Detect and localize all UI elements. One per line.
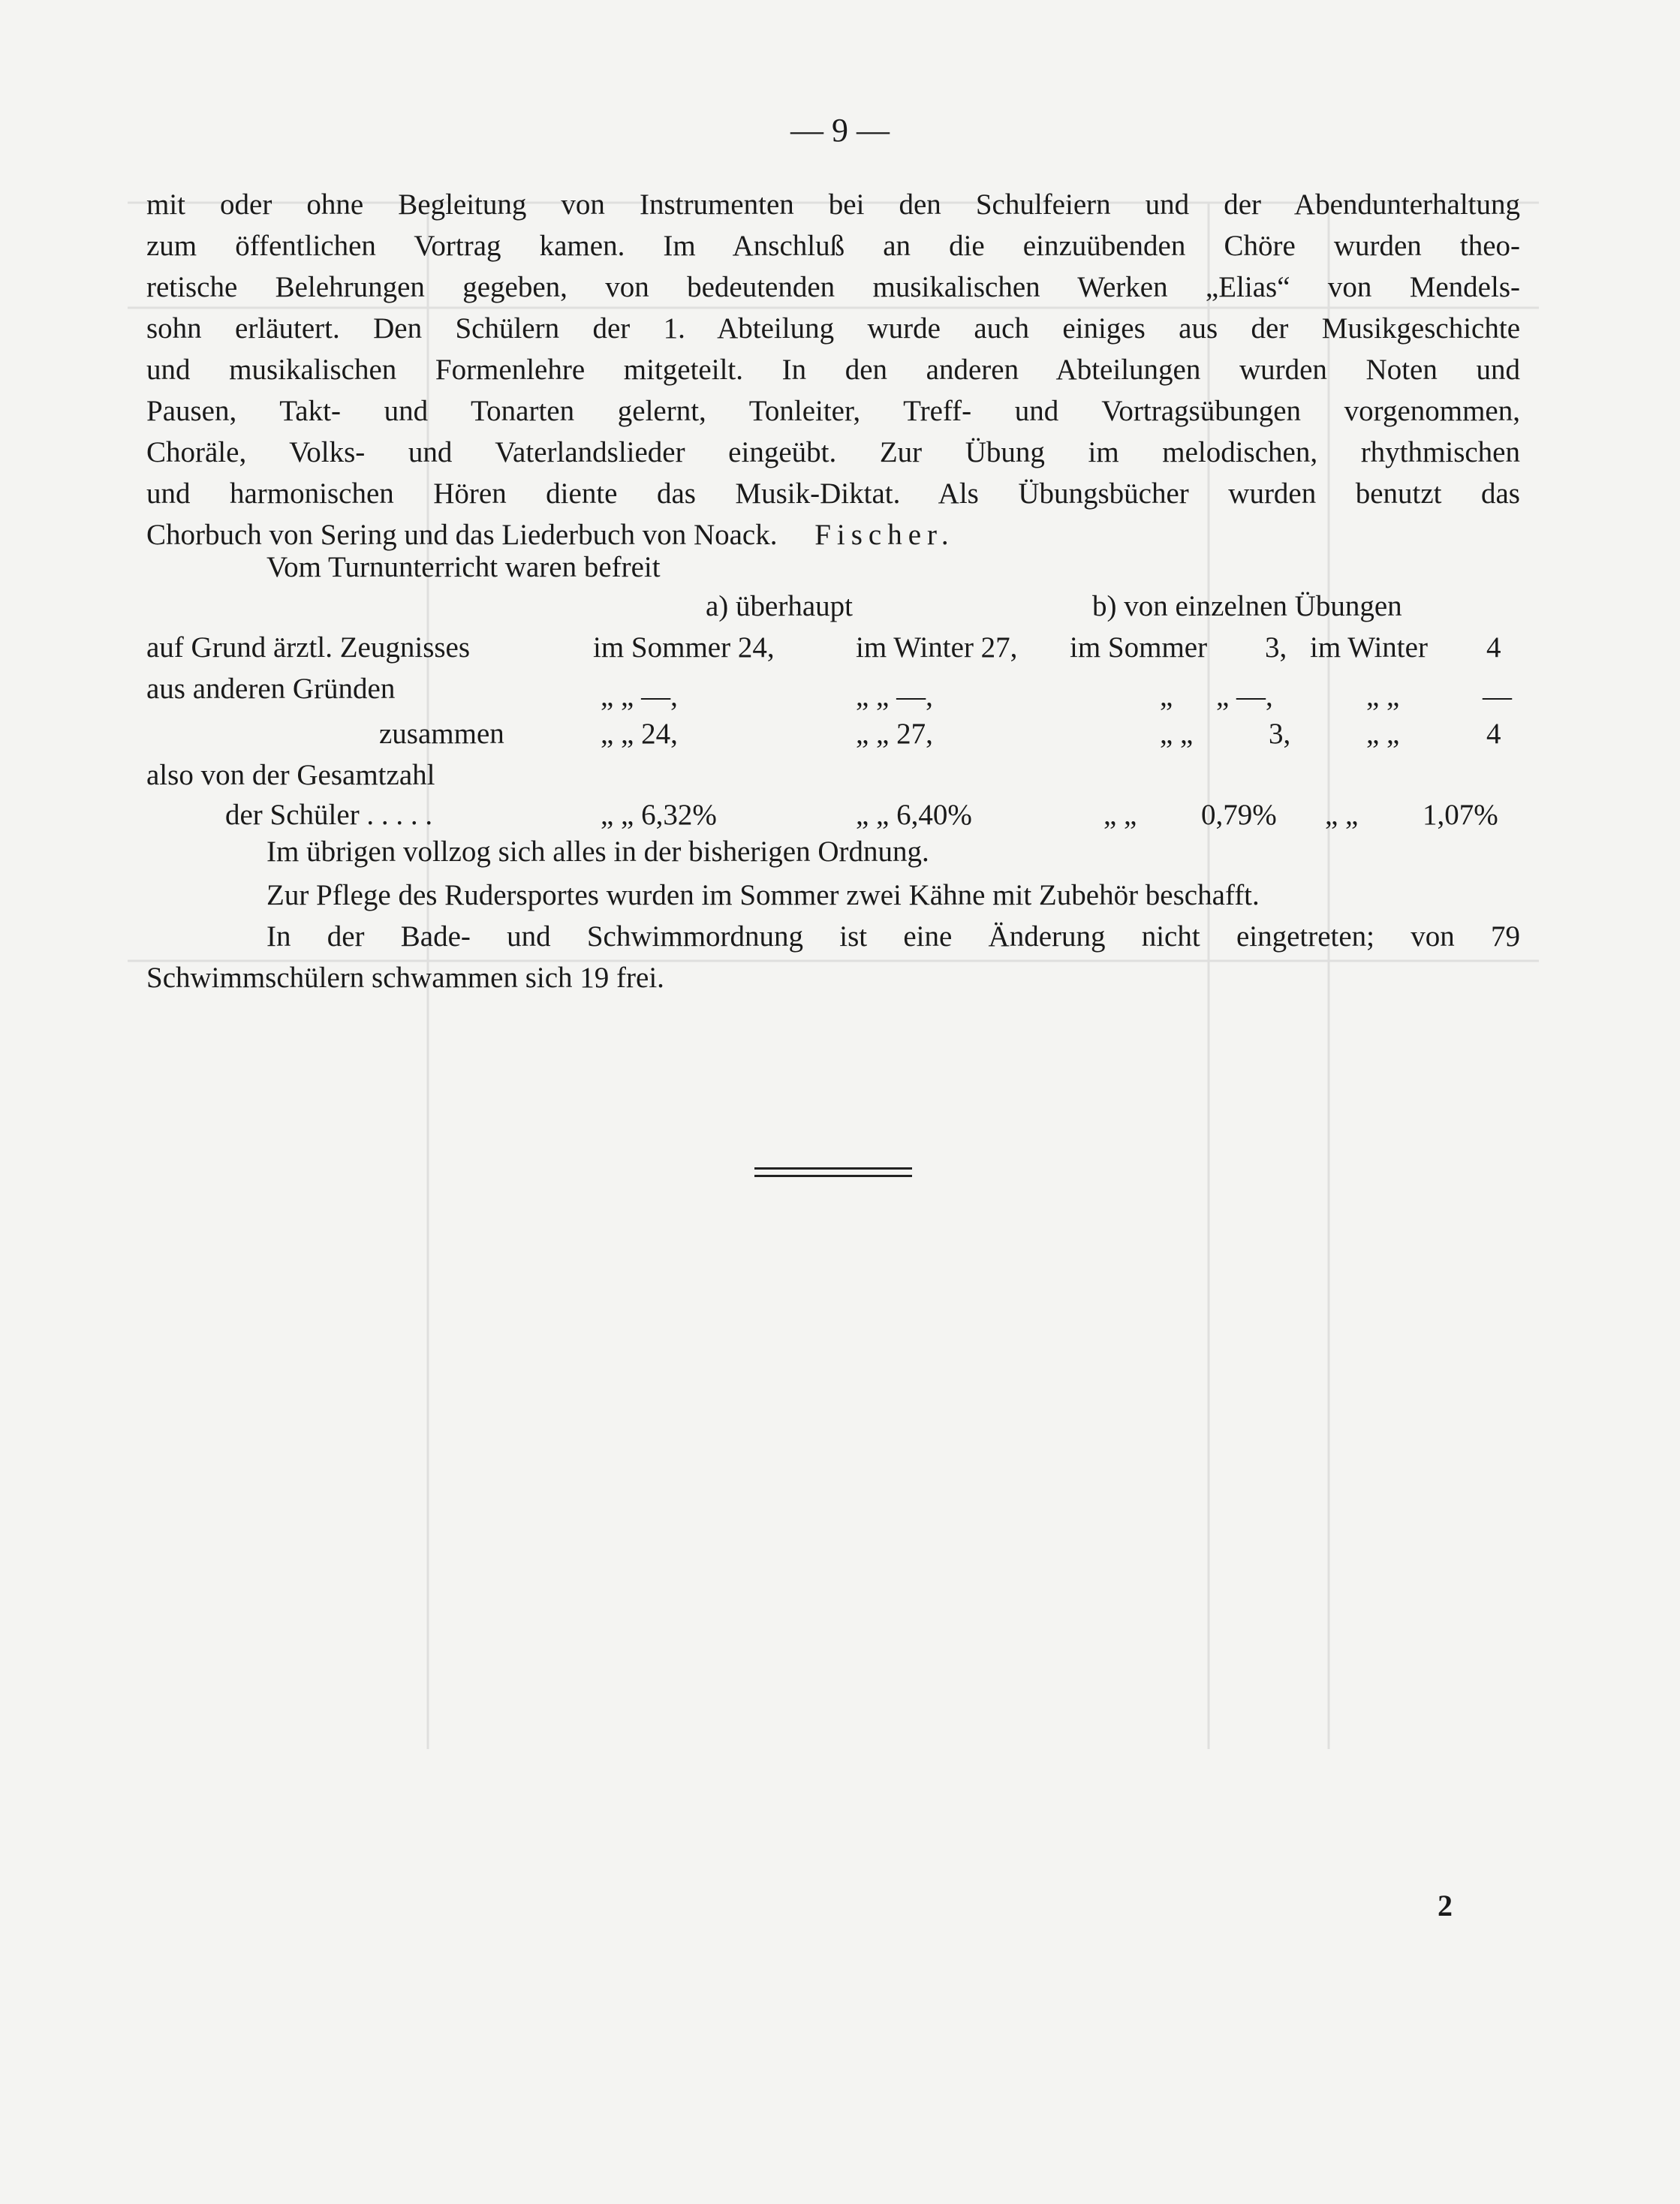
row-label-medical: auf Grund ärztl. Zeugnisses [146, 631, 471, 664]
cell-summer-b-pct: 0,79% [1201, 799, 1277, 831]
author-signature: Fischer. [814, 519, 955, 551]
cell-summer-b-label: „ „ [1103, 799, 1137, 831]
text-line: retische Belehrungen gegeben, von bedeutenden musikalischen Werken „Elias“ von Mendels- [146, 271, 1520, 303]
row-label-other: aus anderen Gründen [146, 673, 396, 705]
text-line: und musikalischen Formenlehre mitgeteilt. In den anderen Abteilungen wurden Noten und [146, 354, 1520, 386]
page-number: — 9 — [790, 112, 890, 149]
music-paragraph [146, 184, 1520, 556]
cell-winter-b: — [1483, 680, 1512, 712]
column-a-header: a) überhaupt [706, 590, 853, 622]
cell-summer-b: „ —, [1216, 680, 1273, 712]
cell-winter-a: „ „ —, [856, 680, 933, 712]
cell-summer-a: im Sommer 24, [593, 631, 775, 664]
cell-summer-b-label: „ „ [1160, 718, 1194, 750]
cell-summer-a: „ „ —, [601, 680, 678, 712]
cell-summer-a-pct: „ „ 6,32% [601, 799, 717, 831]
cell-summer-b: 3, [1265, 631, 1287, 664]
text-line: Choräle, Volks- und Vaterlandslieder eingeübt. Zur Übung im melodischen, rhythmischen [146, 436, 1520, 468]
cell-winter-a-pct: „ „ 6,40% [856, 799, 972, 831]
text-line: zum öffentlichen Vortrag kamen. Im Anschluß an die einzuübenden Chöre wurden theo- [146, 230, 1520, 262]
cell-winter-b: 4 [1486, 718, 1501, 750]
cell-summer-a: „ „ 24, [601, 718, 678, 750]
cell-summer-b-label: „ [1160, 680, 1173, 712]
cell-winter-a: im Winter 27, [856, 631, 1018, 664]
text-line: mit oder ohne Begleitung von Instrumenten bei den Schulfeiern und der Abendunterhaltung [146, 188, 1520, 221]
text-line: und harmonischen Hören diente das Musik-Diktat. Als Übungsbücher wurden benutzt das [146, 477, 1520, 510]
cell-summer-b-label: im Sommer [1070, 631, 1208, 664]
text-line: In der Bade- und Schwimmordnung ist eine Änderung nicht eingetreten; von 79 [266, 920, 1520, 953]
cell-winter-b-label: im Winter [1310, 631, 1428, 664]
section-divider [754, 1175, 912, 1177]
turn-intro: Vom Turnunterricht waren befreit [266, 551, 661, 583]
section-divider [754, 1167, 912, 1170]
row-label-total: zusammen [379, 718, 504, 750]
cell-winter-b-label: „ „ [1366, 680, 1400, 712]
row-label-total-of: also von der Gesamtzahl [146, 759, 435, 791]
cell-winter-b-label: „ „ [1325, 799, 1359, 831]
cell-summer-b: 3, [1269, 718, 1291, 750]
cell-winter-a: „ „ 27, [856, 718, 933, 750]
text-line [146, 514, 1520, 556]
text-line: Zur Pflege des Rudersportes wurden im Sommer zwei Kähne mit Zubehör beschafft. [266, 879, 1260, 911]
text-line: sohn erläutert. Den Schülern der 1. Abteilung wurde auch einiges aus der Musikgeschichte [146, 312, 1520, 345]
text-line: Pausen, Takt- und Tonarten gelernt, Tonleiter, Treff- und Vortragsübungen vorgenommen, [146, 395, 1520, 427]
rowing-paragraph [146, 875, 1520, 998]
sheet-number: 2 [1438, 1889, 1453, 1922]
order-paragraph: Im übrigen vollzog sich alles in der bisherigen Ordnung. [266, 836, 929, 868]
column-b-header: b) von einzelnen Übungen [1092, 590, 1402, 622]
cell-winter-b-pct: 1,07% [1423, 799, 1498, 831]
row-label-students: der Schüler . . . . . [225, 799, 433, 831]
text-line-last: Chorbuch von Sering und das Liederbuch von Noack. [146, 519, 778, 551]
text-line: Schwimmschülern schwammen sich 19 frei. [146, 962, 664, 994]
cell-winter-b-label: „ „ [1366, 718, 1400, 750]
cell-winter-b: 4 [1486, 631, 1501, 664]
